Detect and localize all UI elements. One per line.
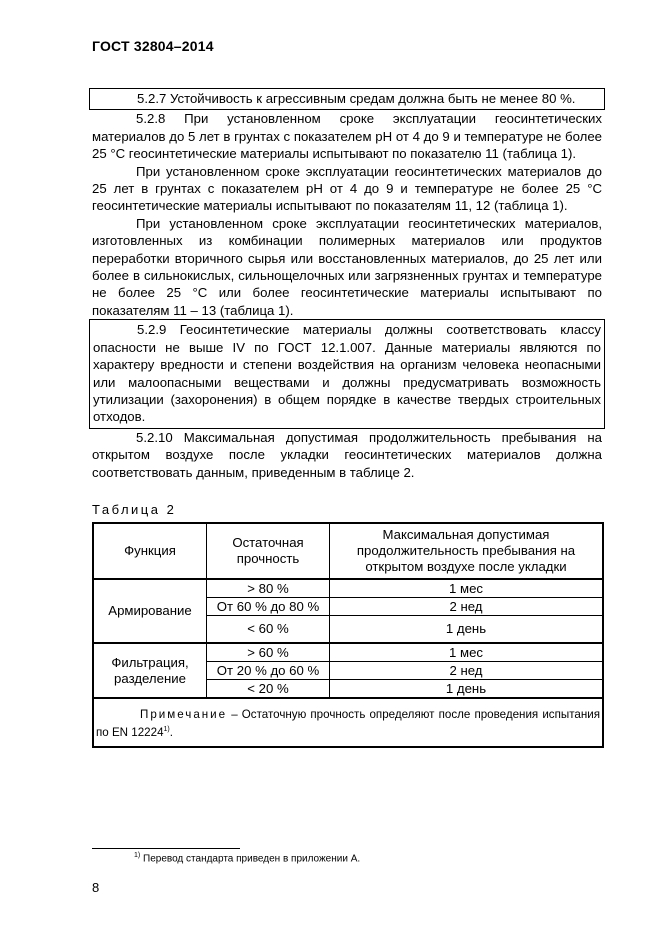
cell-residual: > 80 % bbox=[207, 579, 330, 598]
table-row bbox=[93, 579, 603, 598]
note-footnote-ref: 1) bbox=[163, 726, 170, 734]
paragraph-5-2-8: 5.2.8 При установленном сроке эксплуатации геосинтетических материалов до 5 лет в грунтах с показателем pH от 4 до 9 и температуре не более 25 °С геосинтетические материалы испытывают по показателю 11 (таблица 1). bbox=[92, 111, 602, 162]
page-number: 8 bbox=[92, 880, 100, 895]
header-max-duration: Максимальная допустимая продолжительность пребывания на открытом воздухе после укладки bbox=[330, 523, 604, 579]
document-header: ГОСТ 32804–2014 bbox=[92, 38, 214, 54]
table-header-row bbox=[93, 523, 603, 579]
footnote-text: Перевод стандарта приведен в приложении А. bbox=[140, 853, 361, 865]
table-row bbox=[93, 643, 603, 662]
cell-residual: От 20 % до 60 % bbox=[207, 662, 330, 680]
footnote-marker: 1) bbox=[134, 852, 141, 859]
cell-residual: От 60 % до 80 % bbox=[207, 598, 330, 616]
cell-duration: 2 нед bbox=[330, 598, 604, 616]
cell-residual: < 60 % bbox=[207, 616, 330, 644]
note-text-block bbox=[96, 707, 600, 740]
note-tail: . bbox=[169, 726, 173, 740]
paragraph-5-2-8-b: При установленном сроке эксплуатации геосинтетических материалов до 25 лет в грунтах с показателем pH от 4 до 9 и температуре не более 25 °С геосинтетические материалы испытывают по показателям 11, 12 (таблица 1). bbox=[92, 163, 602, 214]
footnote-separator bbox=[92, 848, 240, 849]
note-label: Примечание bbox=[140, 708, 228, 722]
cell-duration: 1 день bbox=[330, 616, 604, 644]
table-2 bbox=[92, 522, 604, 748]
paragraph-5-2-9: 5.2.9 Геосинтетические материалы должны соответствовать классу опасности не выше IV по ГОСТ 12.1.007. Данные материалы являются по характеру вредности и степени воздействия на организм человека неопасными или малоопасными веществами и должны предусматривать возможность утилизации (захоронения) в общем порядке в качестве твердых строительных отходов. bbox=[89, 319, 605, 428]
cell-residual: < 20 % bbox=[207, 680, 330, 699]
paragraph-5-2-8-c: При установленном сроке эксплуатации геосинтетических материалов, изготовленных из комбинации полимерных материалов или продуктов переработки вторичного сырья или восстановленных материалов, до 25 лет или более в сильнокислых, сильнощелочных или загрязненных грунтах и температуре не более 25 °С или более геосинтетические материалы испытывают по показателям 11 – 13 (таблица 1). bbox=[92, 215, 602, 318]
group-function-reinforcement: Армирование bbox=[93, 579, 207, 643]
table-note-row bbox=[93, 698, 603, 747]
table-note bbox=[93, 698, 603, 747]
cell-duration: 1 мес bbox=[330, 579, 604, 598]
cell-duration: 2 нед bbox=[330, 662, 604, 680]
header-residual-strength: Остаточная прочность bbox=[207, 523, 330, 579]
cell-residual: > 60 % bbox=[207, 643, 330, 662]
paragraph-5-2-7: 5.2.7 Устойчивость к агрессивным средам должна быть не менее 80 %. bbox=[89, 88, 605, 110]
group-function-filtration: Фильтрация, разделение bbox=[93, 643, 207, 698]
main-content bbox=[92, 88, 602, 748]
cell-duration: 1 мес bbox=[330, 643, 604, 662]
note-text: – Остаточную прочность определяют после проведения испытания по EN 12224 bbox=[96, 708, 600, 740]
cell-duration: 1 день bbox=[330, 680, 604, 699]
footnote bbox=[134, 852, 360, 864]
paragraph-5-2-10: 5.2.10 Максимальная допустимая продолжительность пребывания на открытом воздухе после укладки геосинтетических материалов должна соответствовать данным, приведенным в таблице 2. bbox=[92, 429, 602, 480]
header-function: Функция bbox=[93, 523, 207, 579]
table-caption: Таблица 2 bbox=[92, 501, 177, 517]
